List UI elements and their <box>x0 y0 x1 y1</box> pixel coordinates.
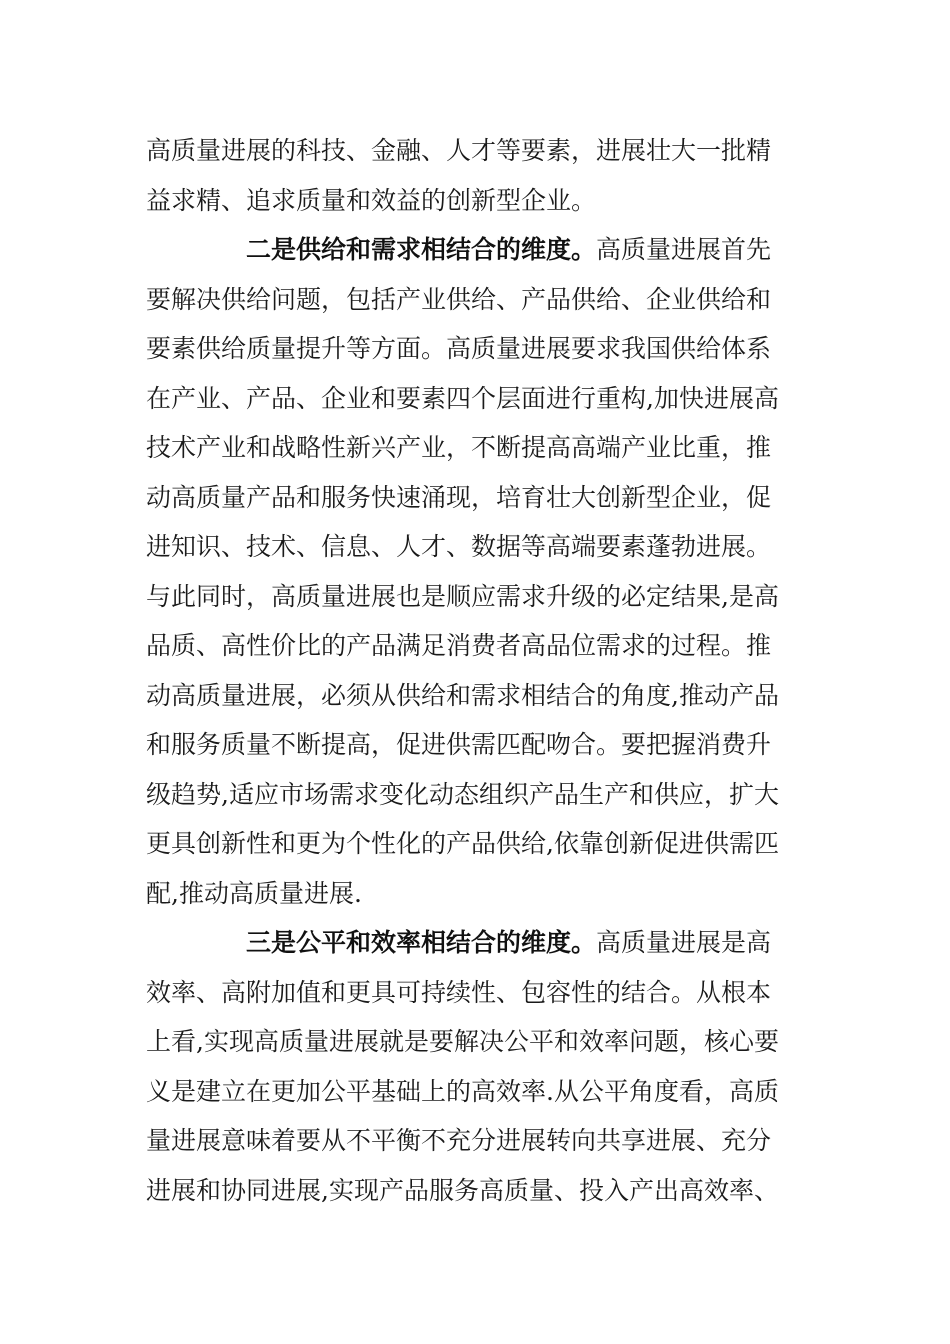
paragraph2-line: 与此同时，高质量进展也是顺应需求升级的必定结果,是高 <box>146 581 779 611</box>
paragraph3-first-line <box>146 918 806 968</box>
paragraph3-line: 量进展意味着要从不平衡不充分进展转向共享进展、充分 <box>146 1126 772 1155</box>
paragraph2-first-line-text: 高质量进展首先 <box>596 235 772 264</box>
paragraph2-line: 动高质量进展，必须从供给和需求相结合的角度,推动产品 <box>146 680 779 710</box>
document-body <box>146 126 806 1215</box>
paragraph3-line: 进展和协同进展,实现产品服务高质量、投入产出高效率、 <box>146 1175 779 1205</box>
paragraph3-line: 义是建立在更加公平基础上的高效率.从公平角度看，高质 <box>146 1076 779 1106</box>
paragraph1-line-1: 高质量进展的科技、金融、人才等要素，进展壮大一批精 <box>146 136 772 165</box>
paragraph2-line: 动高质量产品和服务快速涌现，培育壮大创新型企业，促 <box>146 482 772 512</box>
paragraph2-line: 要解决供给问题，包括产业供给、产品供给、企业供给和 <box>146 284 772 314</box>
paragraph3-line: 上看,实现高质量进展就是要解决公平和效率问题，核心要 <box>146 1027 779 1056</box>
paragraph2-heading: 二是供给和需求相结合的维度。 <box>246 235 597 264</box>
paragraph2-line: 要素供给质量提升等方面。高质量进展要求我国供给体系 <box>146 334 772 363</box>
paragraph2-line: 级趋势,适应市场需求变化动态组织产品生产和供应，扩大 <box>146 779 779 809</box>
paragraph2-line: 和服务质量不断提高，促进供需匹配吻合。要把握消费升 <box>146 730 772 759</box>
paragraph2-first-line <box>146 225 806 275</box>
paragraph2-line: 技术产业和战略性新兴产业，不断提高高端产业比重，推 <box>146 433 772 462</box>
paragraph2-line: 在产业、产品、企业和要素四个层面进行重构,加快进展高 <box>146 383 779 413</box>
paragraph3-heading: 三是公平和效率相结合的维度。 <box>246 928 597 957</box>
paragraph2-line: 品质、高性价比的产品满足消费者高品位需求的过程。推 <box>146 631 772 660</box>
paragraph3-first-line-text: 高质量进展是高 <box>596 928 772 957</box>
paragraph1-line-2: 益求精、追求质量和效益的创新型企业。 <box>146 185 597 215</box>
paragraph3-line: 效率、高附加值和更具可持续性、包容性的结合。从根本 <box>146 977 772 1007</box>
paragraph2-line: 更具创新性和更为个性化的产品供给,依靠创新促进供需匹 <box>146 829 779 858</box>
paragraph2-line: 配,推动高质量进展. <box>146 878 362 908</box>
paragraph2-line: 进知识、技术、信息、人才、数据等高端要素蓬勃进展。 <box>146 532 772 561</box>
